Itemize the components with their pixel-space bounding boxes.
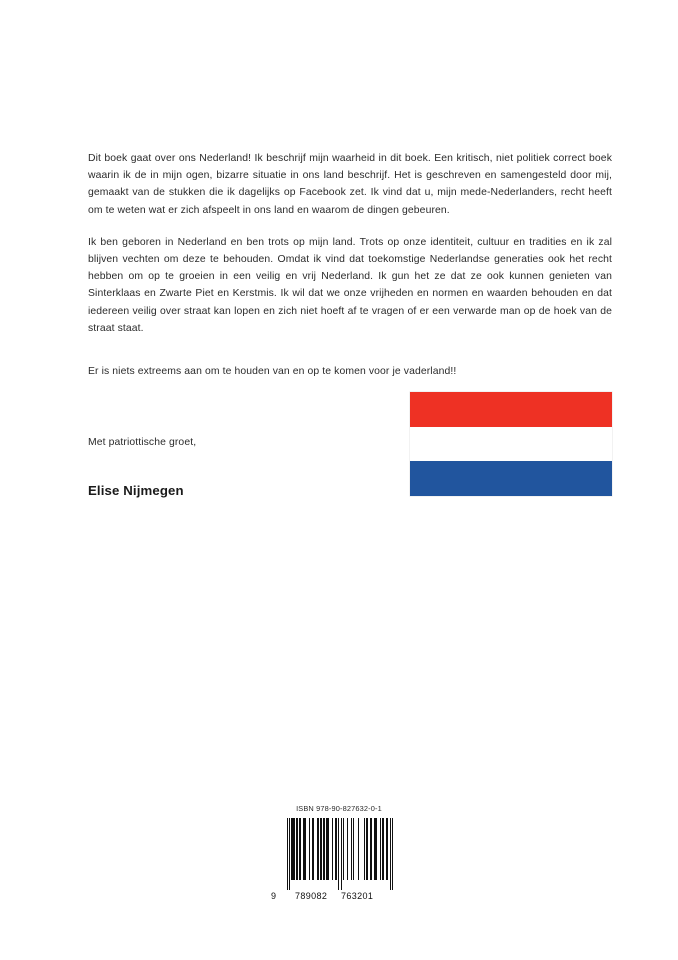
- paragraph-identity: Ik ben geboren in Nederland en ben trots op mijn land. Trots op onze identiteit, cultuur en tradities en ik zal blijven vechten om deze te behouden. Omdat ik vind dat toekomstige Nederlandse generaties ook het recht hebben om op te groeien in een veilig en vrij Nederland. Ik gun het ze dat ze ook kunnen genieten van Sinterklaas en Zwarte Piet en Kerstmis. Ik wil dat we onze vrijheden en normen en waarden behouden en dat iedereen veilig over straat kan lopen en zich niet hoeft af te vragen of er een verwarde man op de hoek van de straat staat.: [88, 236, 612, 334]
- isbn-area: [0, 798, 678, 816]
- barcode-bars: [287, 818, 393, 890]
- isbn-text: ISBN 978-90-827632-0-1: [296, 804, 382, 813]
- flag-band-blue: [410, 461, 612, 496]
- flag-band-red: [410, 392, 612, 427]
- ean-barcode: [271, 818, 393, 908]
- closing-statement: Er is niets extreems aan om te houden van en op te komen voor je vaderland!!: [88, 366, 457, 377]
- body-copy: [88, 150, 612, 337]
- paragraph-intro: Dit boek gaat over ons Nederland! Ik beschrijf mijn waarheid in dit boek. Een kritisch, niet politiek correct boek waarin ik de in mijn ogen, bizarre situatie in ons land beschrijf. Het is geschreven en samengesteld door mij, gemaakt van de stukken die ik dagelijks op Facebook zet. Ik vind dat u, mijn mede-Nederlanders, recht heeft om te weten wat er zich afspeelt in ons land en waarom de dingen gebeuren.: [88, 153, 612, 216]
- barcode-lead-digit: 9: [271, 891, 277, 901]
- barcode-left-group: 789082: [295, 891, 328, 901]
- author-signature: Elise Nijmegen: [88, 483, 184, 498]
- dutch-flag: [410, 392, 612, 496]
- barcode-digits: [271, 890, 393, 904]
- flag-band-white: [410, 427, 612, 462]
- barcode-module: [392, 818, 393, 890]
- barcode-right-group: 763201: [341, 891, 374, 901]
- signoff-greeting: Met patriottische groet,: [88, 437, 197, 448]
